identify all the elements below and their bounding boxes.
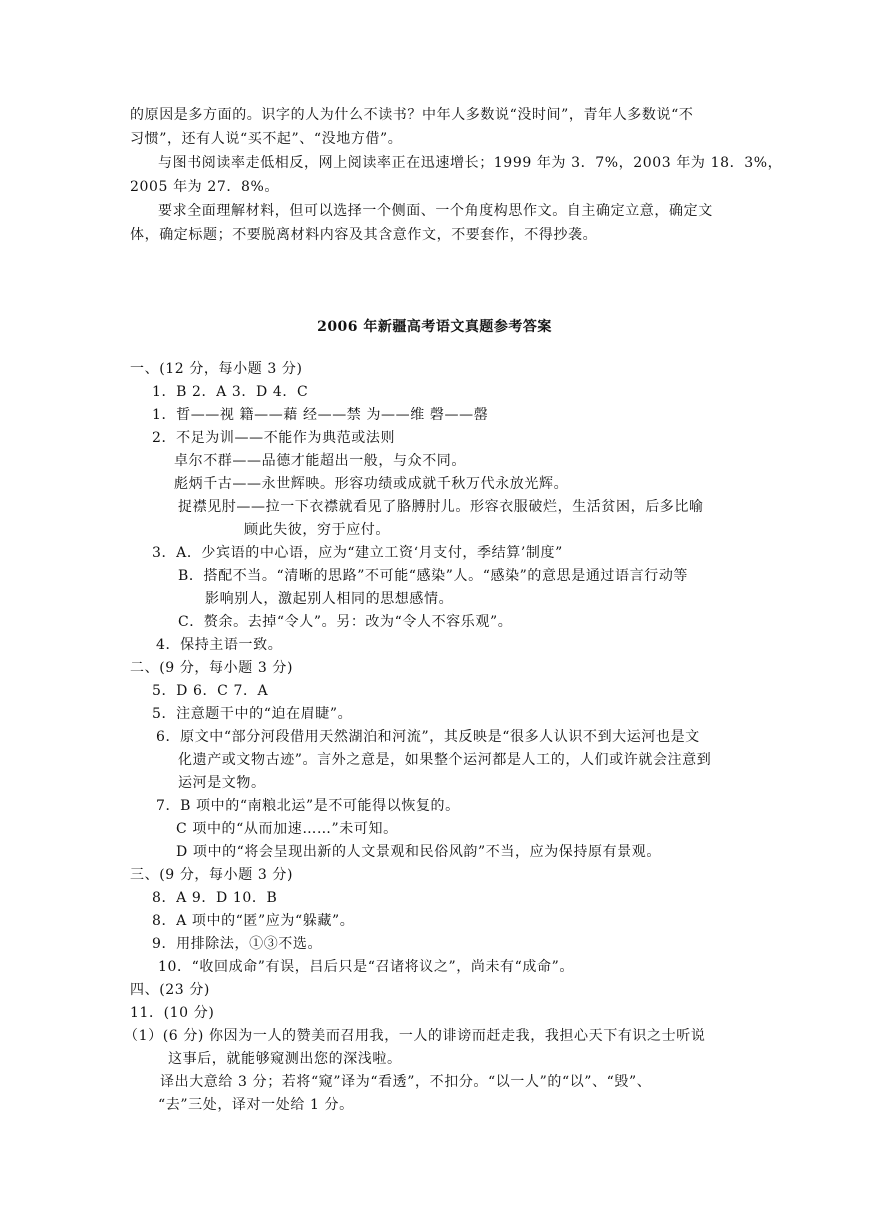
answer-line: 顾此失彼，穷于应付。	[244, 522, 390, 538]
answer-line: （1）(6 分) 你因为一人的赞美而召用我，一人的诽谤而赶走我，我担心天下有识之士听说	[124, 1028, 706, 1044]
intro-line: 与图书阅读率走低相反，网上阅读率正在迅速增长；1999 年为 3．7%，2003 年为 18．3%，	[158, 155, 783, 171]
answer-keys: 5．D 6．C 7．A	[152, 683, 269, 699]
answer-line: 运河是文物。	[178, 775, 266, 791]
answer-line: D 项中的“将会呈现出新的人文景观和民俗风韵”不当，应为保持原有景观。	[176, 844, 661, 860]
answer-keys: 8．A 9．D 10．B	[152, 890, 278, 906]
answer-line: 4．保持主语一致。	[156, 637, 283, 653]
answer-line: 9．用排除法，①③不选。	[152, 936, 323, 952]
intro-line: 要求全面理解材料，但可以选择一个侧面、一个角度构思作文。自主确定立意，确定文	[158, 203, 713, 219]
answers-title: 2006 年新疆高考语文真题参考答案	[317, 319, 552, 335]
answer-line: 影响别人，激起别人相同的思想感情。	[205, 591, 454, 607]
intro-line: 体，确定标题；不要脱离材料内容及其含意作文，不要套作，不得抄袭。	[130, 227, 598, 243]
answer-line: C．赘余。去掉“令人”。另：改为“令人不容乐观”。	[178, 614, 513, 630]
section-header: 四、(23 分)	[130, 982, 210, 998]
intro-line: 习惯”，还有人说“买不起”、“没地方借”。	[130, 131, 403, 147]
section-header: 一、(12 分，每小题 3 分)	[130, 361, 303, 377]
answer-keys: 1．B 2．A 3．D 4．C	[152, 384, 309, 400]
answer-line: 2．不足为训——不能作为典范或法则	[152, 430, 396, 446]
answer-line: 10．“收回成命”有误，吕后只是“召诸将议之”，尚未有“成命”。	[158, 959, 574, 975]
answer-line: 11．(10 分)	[130, 1005, 215, 1021]
section-header: 三、(9 分，每小题 3 分)	[130, 867, 294, 883]
answer-line: 3．A．少宾语的中心语，应为“建立工资‘月支付，季结算’制度”	[152, 545, 563, 561]
intro-line: 2005 年为 27．8%。	[130, 179, 279, 195]
answer-line: 5．注意题干中的“迫在眉睫”。	[152, 706, 353, 722]
answer-line: 8．A 项中的“匿”应为“躲藏”。	[152, 913, 355, 929]
answer-line: 卓尔不群——品德才能超出一般，与众不同。	[174, 453, 466, 469]
answer-line: B．搭配不当。“清晰的思路”不可能“感染”人。“感染”的意思是通过语言行动等	[178, 568, 689, 584]
answer-line: 1．晢——视 籍——藉 经——禁 为——维 磬——罄	[152, 407, 489, 423]
answer-line: “去”三处，译对一处给 1 分。	[158, 1097, 354, 1113]
answer-line: 捉襟见肘——拉一下衣襟就看见了胳膊肘儿。形容衣服破烂，生活贫困，后多比喻	[178, 499, 704, 515]
section-header: 二、(9 分，每小题 3 分)	[130, 660, 294, 676]
intro-line: 的原因是多方面的。识字的人为什么不读书？中年人多数说“没时间”，青年人多数说“不	[130, 107, 694, 123]
answer-line: 化遗产或文物古迹”。言外之意是，如果整个运河都是人工的，人们或许就会注意到	[178, 752, 712, 768]
answer-line: 这事后，就能够窥测出您的深浅啦。	[168, 1051, 402, 1067]
answer-line: 7．B 项中的“南粮北运”是不可能得以恢复的。	[156, 798, 460, 814]
answer-line: 彪炳千古——永世辉映。形容功绩或成就千秋万代永放光辉。	[174, 476, 569, 492]
answer-line: C 项中的“从而加速……”未可知。	[176, 821, 398, 837]
answer-line: 6．原文中“部分河段借用天然湖泊和河流”，其反映是“很多人认识不到大运河也是文	[156, 729, 700, 745]
answer-line: 译出大意给 3 分；若将“窥”译为“看透”，不扣分。“以一人”的“以”、“毁”、	[160, 1074, 652, 1090]
